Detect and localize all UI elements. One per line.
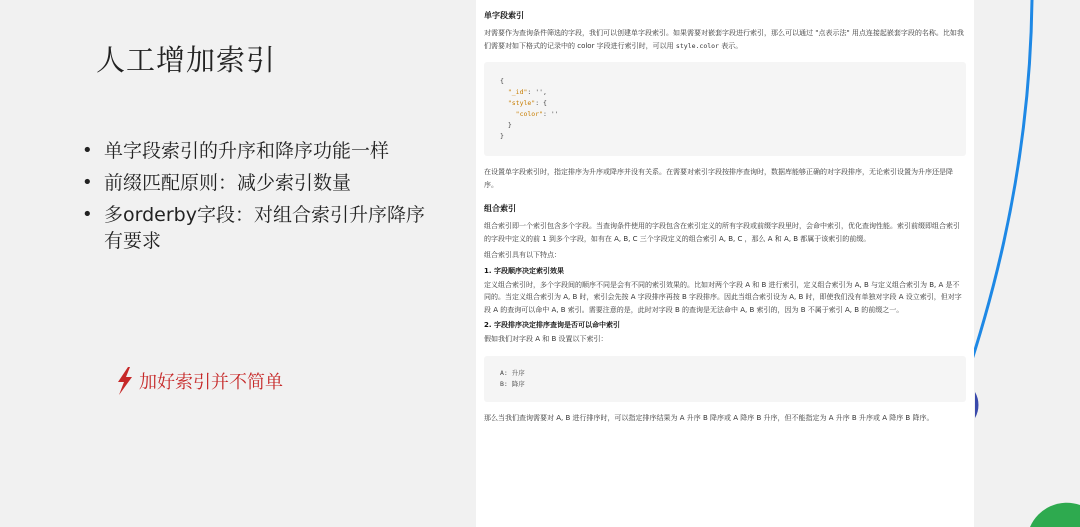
code-line: B: 降序 — [500, 379, 525, 388]
lightning-bolt-icon — [115, 367, 135, 395]
section-heading: 组合索引 — [484, 204, 516, 213]
code-line — [500, 109, 950, 120]
code-block — [484, 62, 966, 156]
doc-panel — [476, 0, 974, 527]
subheading: 2. 字段排序决定排序查询是否可以命中索引 — [484, 321, 620, 329]
code-text: : '' — [543, 110, 559, 118]
bullet-item: • 前缀匹配原则：减少索引数量 — [82, 170, 427, 196]
code-key: "_id" — [500, 88, 528, 96]
code-block — [484, 356, 966, 402]
paragraph: 在设置单字段索引时，指定排序为升序或降序并没有关系。在需要对索引字段按排序查询时，数据库能够正确的对字段排序，无论索引设置为升序还是降序。 — [484, 168, 953, 189]
paragraph — [484, 27, 966, 52]
paragraph: 定义组合索引时，多个字段间的顺序不同是会有不同的索引效果的。比如对两个字段 A 和 B 进行索引，定义组合索引为 A, B 与定义组合索引为 B, A 是不同的。当定义组合索引为 A, B 时，索引会先按 A 字段排序再按 B 字段排序。因此当组合索引设为 A, B 时，即使我们没有单独对字段 A 设立索引，但对字段 A 的查询可以命中 A, B 索引。需要注意的是，此时对字段 B 的查询是无法命中 A, B 索引的，因为 B 不属于索引 A, B 的前缀之一。 — [484, 280, 962, 314]
paragraph: 那么当我们查询需要对 A, B 进行排序时，可以指定排序结果为 A 升序 B 降序或 A 降序 B 升序，但不能指定为 A 升序 B 升序或 A 降序 B 降序。 — [484, 413, 934, 422]
paragraph-text: 表示。 — [721, 41, 743, 50]
callout — [115, 367, 283, 395]
bullet-item: • 多orderby字段：对组合索引升序降序有要求 — [82, 202, 427, 254]
paragraph: 假如我们对字段 A 和 B 设置以下索引： — [484, 335, 608, 343]
code-line — [500, 98, 950, 109]
paragraph: 组合索引即一个索引包含多个字段。当查询条件使用的字段包含在索引定义的所有字段或前缀字段里时，会命中索引，优化查询性能。索引前缀即组合索引的字段中定义的前 1 到多个字段，如有在 A, B, C 三个字段定义的组合索引 A, B, C ，那么 A 和 A, B 都属于该索引的前缀。 — [484, 222, 960, 243]
slide-title: 人工增加索引 — [96, 43, 277, 77]
code-line: A: 升序 — [500, 368, 525, 377]
paragraph: 组合索引具有以下特点： — [484, 251, 561, 259]
code-key: "color" — [500, 110, 544, 118]
bullet-list — [82, 138, 427, 260]
callout-text: 加好索引并不简单 — [139, 372, 283, 393]
section-heading: 单字段索引 — [484, 11, 524, 20]
code-text: : { — [535, 99, 547, 107]
bullet-item: • 单字段索引的升序和降序功能一样 — [82, 138, 427, 164]
code-line: { — [500, 77, 504, 85]
code-key: "style" — [500, 99, 536, 107]
code-line: } — [500, 132, 504, 140]
inline-code: style.color — [675, 41, 719, 50]
code-text: : '', — [527, 88, 547, 96]
paragraph-text: 对需要作为查询条件筛选的字段，我们可以创建单字段索引。如果需要对嵌套字段进行索引，那么可以通过 "点表示法" 用点连接起嵌套字段的名称。比如我们需要对如下格式的记录中的 color 字段进行索引时，可以用 — [484, 29, 964, 50]
subheading: 1. 字段顺序决定索引效果 — [484, 266, 564, 275]
code-line — [500, 87, 950, 98]
code-line: } — [500, 121, 512, 129]
